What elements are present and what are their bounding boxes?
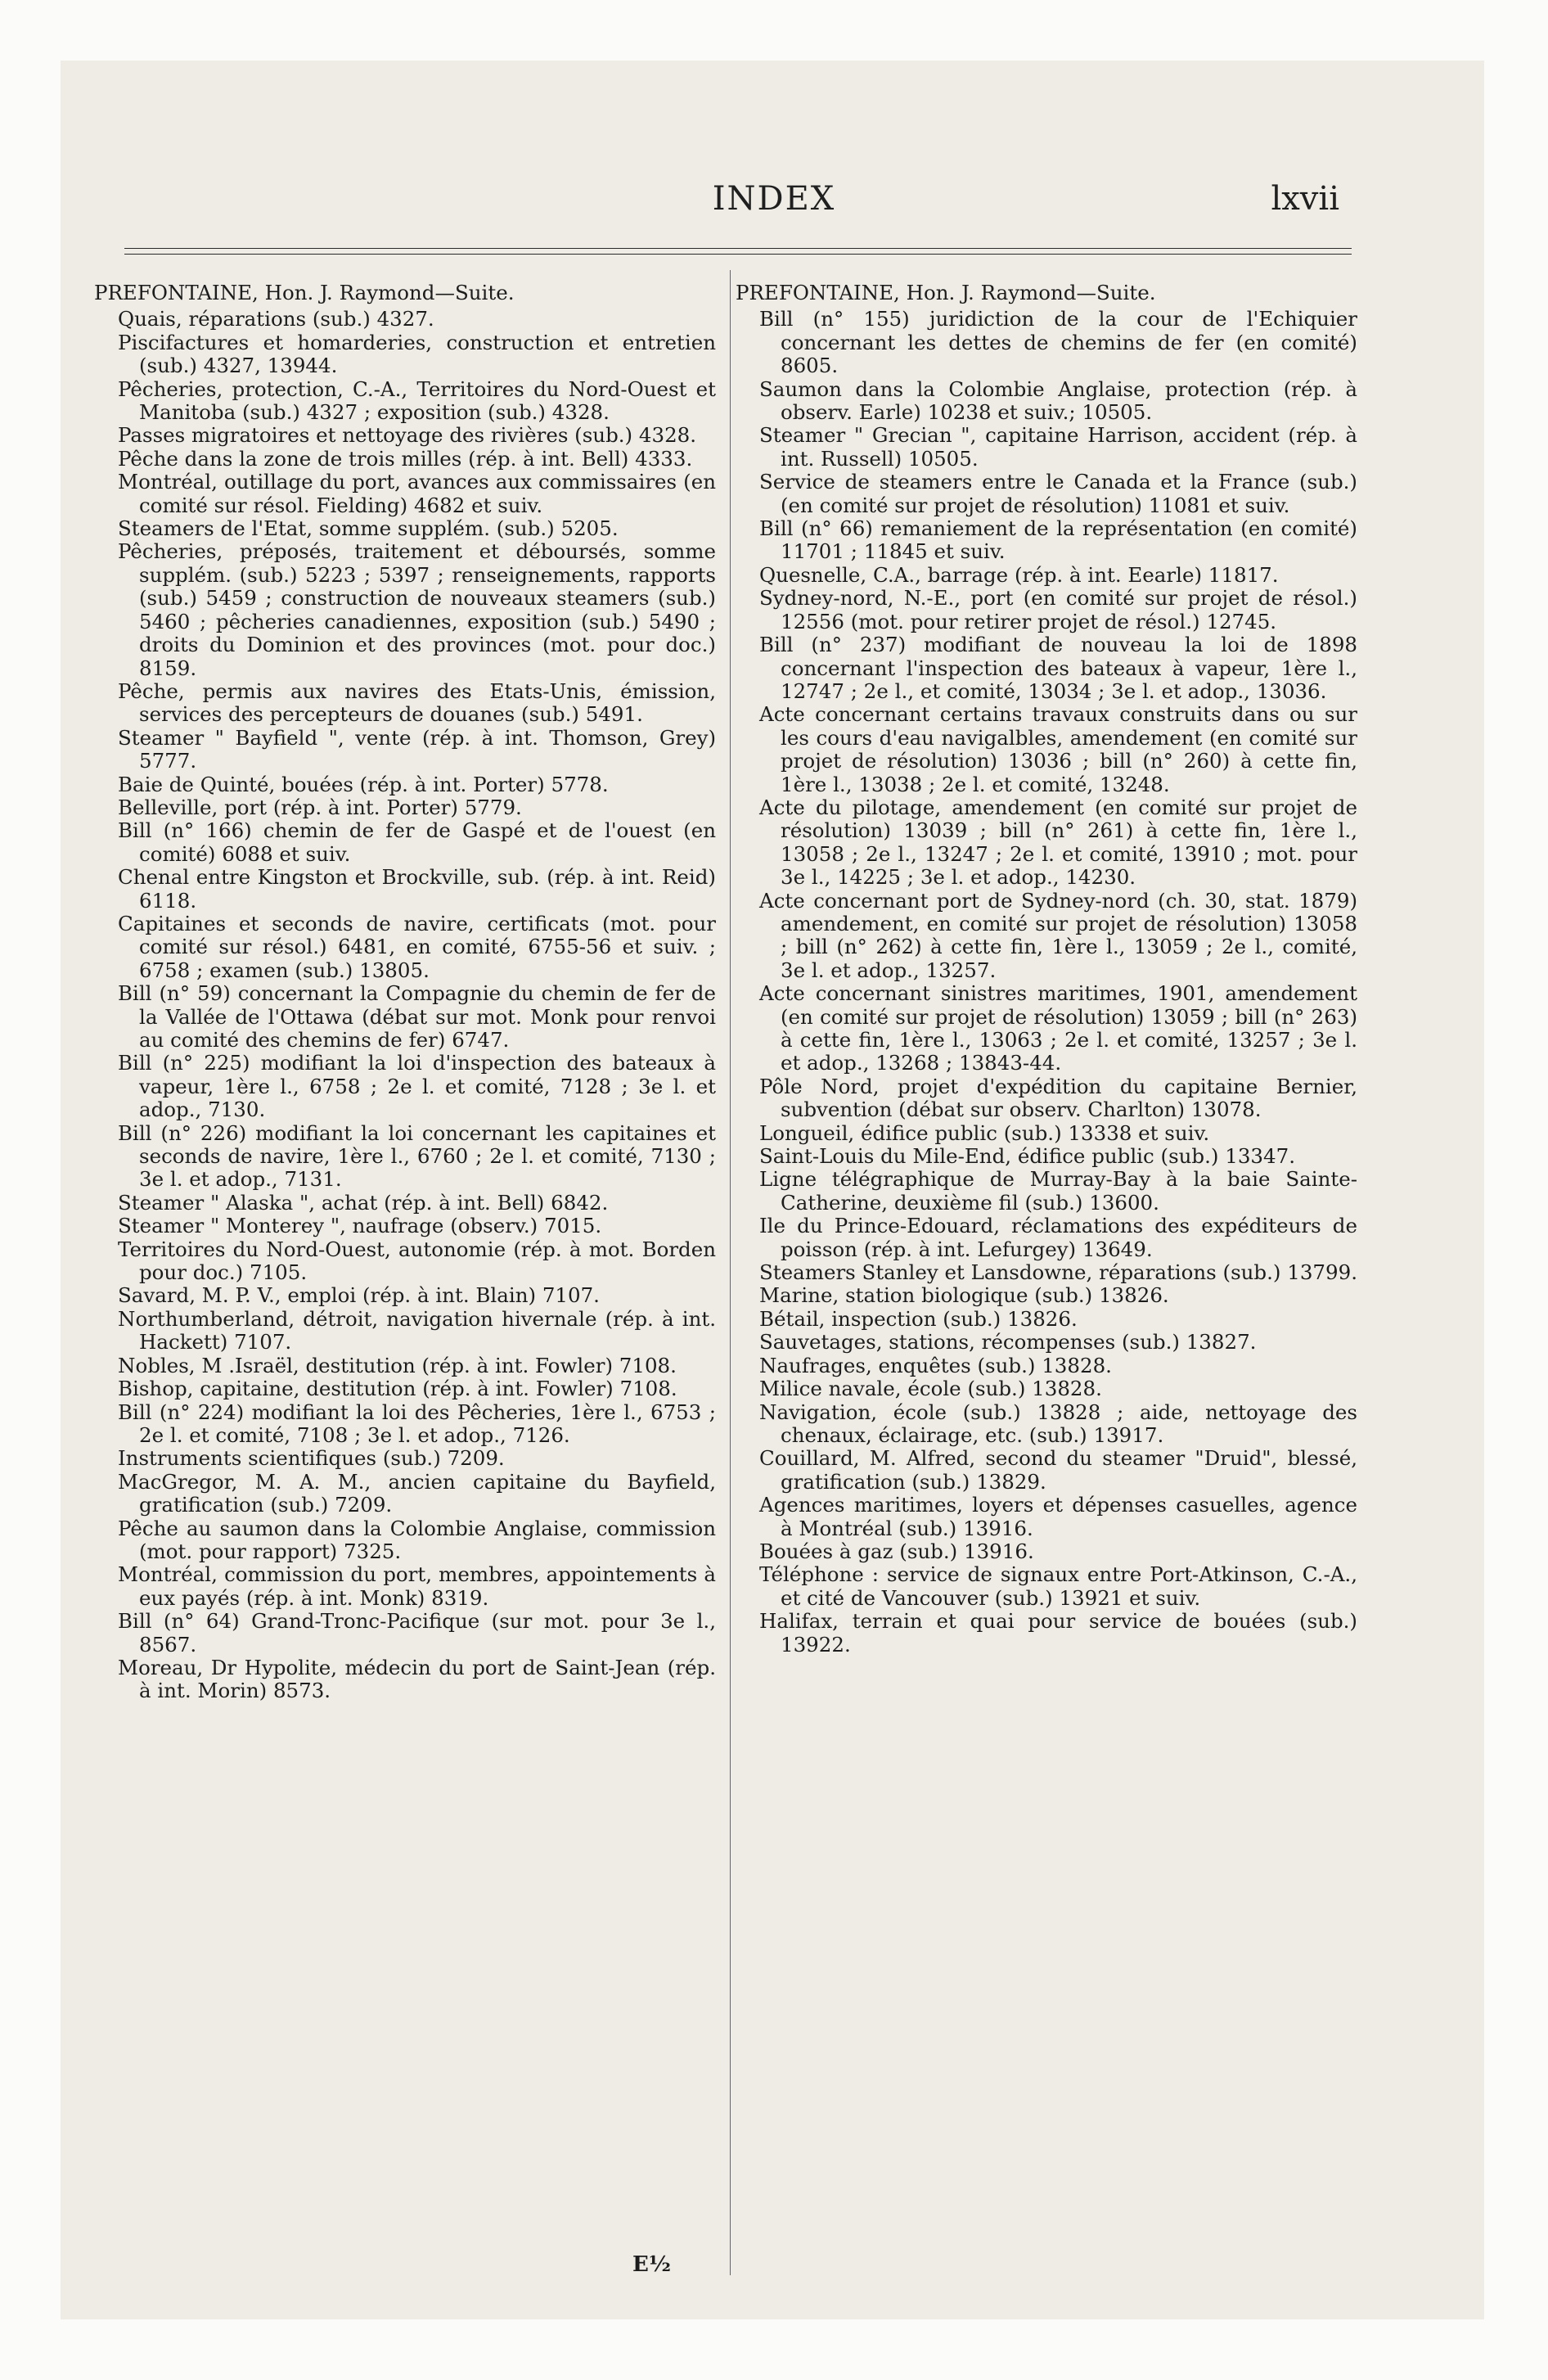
right-column-heading: PREFONTAINE, Hon. J. Raymond—Suite. — [736, 281, 1156, 304]
index-entry: Chenal entre Kingston et Brockville, sub. (rép. à int. Reid) 6118. — [118, 865, 716, 913]
index-entry: Bill (n° 64) Grand-Tronc-Pacifique (sur mot. pour 3e l., 8567. — [118, 1609, 716, 1657]
left-column — [94, 282, 716, 1703]
index-entry: Savard, M. P. V., emploi (rép. à int. Blain) 7107. — [118, 1283, 600, 1308]
page-number: lxvii — [1271, 180, 1339, 218]
index-entry: Agences maritimes, loyers et dépenses casuelles, agence à Montréal (sub.) 13916. — [759, 1493, 1357, 1540]
index-entry: Pôle Nord, projet d'expédition du capitaine Bernier, subvention (débat sur observ. Charlton) 13078. — [759, 1074, 1357, 1122]
index-entry: Acte concernant certains travaux construits dans ou sur les cours d'eau navigalbles, amendement (en comité sur projet de résolution) 13036 ; bill (n° 260) à cette fin, 1ère l., 13038 ; 2e l. et comité, 13248. — [759, 702, 1357, 796]
index-entry: Couillard, M. Alfred, second du steamer "Druid", blessé, gratification (sub.) 13829. — [759, 1446, 1357, 1494]
index-entry: Acte concernant port de Sydney-nord (ch. 30, stat. 1879) amendement, en comité sur projet de résolution) 13058 ; bill (n° 262) à cette fin, 1ère l., 13059 ; 2e l., comité, 3e l. et adop., 13257. — [759, 888, 1357, 982]
left-entry-list — [94, 308, 716, 1702]
index-entry: Passes migratoires et nettoyage des rivières (sub.) 4328. — [118, 423, 697, 448]
index-entry: Bouées à gaz (sub.) 13916. — [759, 1539, 1034, 1563]
index-entry: Ile du Prince-Edouard, réclamations des expéditeurs de poisson (rép. à int. Lefurgey) 13649. — [759, 1214, 1357, 1261]
index-entry: Bill (n° 237) modifiant de nouveau la loi de 1898 concernant l'inspection des bateaux à vapeur, 1ère l., 12747 ; 2e l., et comité, 13034 ; 3e l. et adop., 13036. — [759, 633, 1357, 703]
right-entry-list — [736, 308, 1357, 1657]
index-entry: Territoires du Nord-Ouest, autonomie (rép. à mot. Borden pour doc.) 7105. — [118, 1237, 716, 1285]
index-entry: Pêche dans la zone de trois milles (rép. à int. Bell) 4333. — [118, 446, 693, 471]
right-column — [736, 282, 1357, 1657]
index-entry: Moreau, Dr Hypolite, médecin du port de Saint-Jean (rép. à int. Morin) 8573. — [118, 1655, 716, 1703]
index-entry: Pêcheries, protection, C.-A., Territoires du Nord-Ouest et Manitoba (sub.) 4327 ; exposition (sub.) 4328. — [118, 376, 716, 425]
index-entry: MacGregor, M. A. M., ancien capitaine du Bayfield, gratification (sub.) 7209. — [118, 1469, 716, 1517]
index-entry: Northumberland, détroit, navigation hivernale (rép. à int. Hackett) 7107. — [118, 1306, 716, 1355]
header-rule-double — [124, 254, 1352, 255]
column-divider — [730, 270, 731, 2275]
index-entry: Naufrages, enquêtes (sub.) 13828. — [759, 1353, 1112, 1377]
index-entry: Saint-Louis du Mile-End, édifice public (sub.) 13347. — [759, 1144, 1295, 1169]
index-entry: Bill (n° 224) modifiant la loi des Pêcheries, 1ère l., 6753 ; 2e l. et comité, 7108 ; 3e l. et adop., 7126. — [118, 1400, 716, 1447]
index-entry: Bill (n° 226) modifiant la loi concernant les capitaines et seconds de navire, 1ère l., 6760 ; 2e l. et comité, 7130 ; 3e l. et adop., 7131. — [118, 1120, 716, 1192]
index-entry: Steamer " Alaska ", achat (rép. à int. Bell) 6842. — [118, 1190, 609, 1215]
index-entry: Steamers Stanley et Lansdowne, réparations (sub.) 13799. — [759, 1260, 1357, 1285]
index-entry: Bill (n° 155) juridiction de la cour de l'Echiquier concernant les dettes de chemins de fer (en comité) 8605. — [759, 307, 1357, 378]
index-entry: Pêche au saumon dans la Colombie Anglaise, commission (mot. pour rapport) 7325. — [118, 1516, 716, 1563]
index-entry: Milice navale, école (sub.) 13828. — [759, 1377, 1102, 1401]
index-entry: Marine, station biologique (sub.) 13826. — [759, 1283, 1169, 1308]
index-entry: Nobles, M .Israël, destitution (rép. à int. Fowler) 7108. — [118, 1353, 677, 1377]
index-entry: Baie de Quinté, bouées (rép. à int. Porter) 5778. — [118, 772, 609, 796]
index-entry: Sydney-nord, N.-E., port (en comité sur projet de résol.) 12556 (mot. pour retirer projet de résol.) 12745. — [759, 586, 1357, 633]
index-entry: Navigation, école (sub.) 13828 ; aide, nettoyage des chenaux, éclairage, etc. (sub.) 13917. — [759, 1400, 1357, 1447]
index-entry: Steamer " Bayfield ", vente (rép. à int. Thomson, Grey) 5777. — [118, 725, 716, 773]
index-entry: Quais, réparations (sub.) 4327. — [118, 307, 434, 331]
index-entry: Bill (n° 166) chemin de fer de Gaspé et de l'ouest (en comité) 6088 et suiv. — [118, 818, 716, 866]
index-entry: Piscifactures et homarderies, construction et entretien (sub.) 4327, 13944. — [118, 330, 716, 378]
index-entry: Saumon dans la Colombie Anglaise, protection (rép. à observ. Earle) 10238 et suiv.; 10505. — [759, 376, 1357, 425]
index-entry: Steamer " Grecian ", capitaine Harrison, accident (rép. à int. Russell) 10505. — [759, 423, 1357, 471]
index-entry: Ligne télégraphique de Murray-Bay à la baie Sainte-Catherine, deuxième fil (sub.) 13600. — [759, 1167, 1357, 1215]
index-entry: Bill (n° 59) concernant la Compagnie du chemin de fer de la Vallée de l'Ottawa (débat sur mot. Monk pour renvoi au comité des chemins de fer) 6747. — [118, 981, 716, 1052]
index-entry: Instruments scientifiques (sub.) 7209. — [118, 1446, 505, 1471]
index-entry: Steamer " Monterey ", naufrage (observ.) 7015. — [118, 1214, 602, 1238]
index-entry: Acte du pilotage, amendement (en comité sur projet de résolution) 13039 ; bill (n° 261) à cette fin, 1ère l., 13058 ; 2e l., 13247 ; 2e l. et comité, 13910 ; mot. pour 3e l., 14225 ; 3e l. et adop., 14230. — [759, 795, 1357, 890]
header-rule — [124, 248, 1352, 249]
index-entry: Service de steamers entre le Canada et la France (sub.) (en comité sur projet de résolution) 11081 et suiv. — [759, 470, 1357, 517]
page-title: INDEX — [712, 180, 836, 218]
index-entry: Sauvetages, stations, récompenses (sub.) 13827. — [759, 1330, 1257, 1355]
index-entry: Bétail, inspection (sub.) 13826. — [759, 1306, 1078, 1331]
index-entry: Quesnelle, C.A., barrage (rép. à int. Eearle) 11817. — [759, 562, 1279, 587]
index-entry: Pêcheries, préposés, traitement et déboursés, somme supplém. (sub.) 5223 ; 5397 ; renseignements, rapports (sub.) 5459 ; construction de nouveaux steamers (sub.) 5460 ; pêcheries canadiennes, exposition (sub.) 5490 ; droits du Dominion et des provinces (mot. pour doc.) 8159. — [118, 539, 716, 680]
index-entry: Montréal, commission du port, membres, appointements à eux payés (rép. à int. Monk) 8319. — [118, 1562, 716, 1610]
index-entry: Bill (n° 66) remaniement de la représentation (en comité) 11701 ; 11845 et suiv. — [759, 516, 1357, 564]
index-entry: Longueil, édifice public (sub.) 13338 et suiv. — [759, 1120, 1210, 1145]
index-entry: Bill (n° 225) modifiant la loi d'inspection des bateaux à vapeur, 1ère l., 6758 ; 2e l. et comité, 7128 ; 3e l. et adop., 7130. — [118, 1051, 716, 1122]
index-entry: Halifax, terrain et quai pour service de bouées (sub.) 13922. — [759, 1609, 1357, 1657]
index-entry: Montréal, outillage du port, avances aux commissaires (en comité sur résol. Fielding) 4682 et suiv. — [118, 470, 716, 517]
left-column-heading: PREFONTAINE, Hon. J. Raymond—Suite. — [94, 281, 515, 304]
index-entry: Capitaines et seconds de navire, certificats (mot. pour comité sur résol.) 6481, en comité, 6755-56 et suiv. ; 6758 ; examen (sub.) 13805. — [118, 911, 716, 982]
index-entry: Téléphone : service de signaux entre Port-Atkinson, C.-A., et cité de Vancouver (sub.) 13921 et suiv. — [759, 1562, 1357, 1610]
index-entry: Pêche, permis aux navires des Etats-Unis, émission, services des percepteurs de douanes (sub.) 5491. — [118, 678, 716, 727]
index-entry: Acte concernant sinistres maritimes, 1901, amendement (en comité sur projet de résolution) 13059 ; bill (n° 263) à cette fin, 1ère l., 13063 ; 2e l. et comité, 13257 ; 3e l. et adop., 13268 ; 13843-44. — [759, 981, 1357, 1075]
index-entry: Belleville, port (rép. à int. Porter) 5779. — [118, 795, 522, 819]
signature-mark: E½ — [632, 2252, 671, 2277]
index-entry: Bishop, capitaine, destitution (rép. à int. Fowler) 7108. — [118, 1377, 677, 1401]
index-entry: Steamers de l'Etat, somme supplém. (sub.) 5205. — [118, 516, 619, 541]
